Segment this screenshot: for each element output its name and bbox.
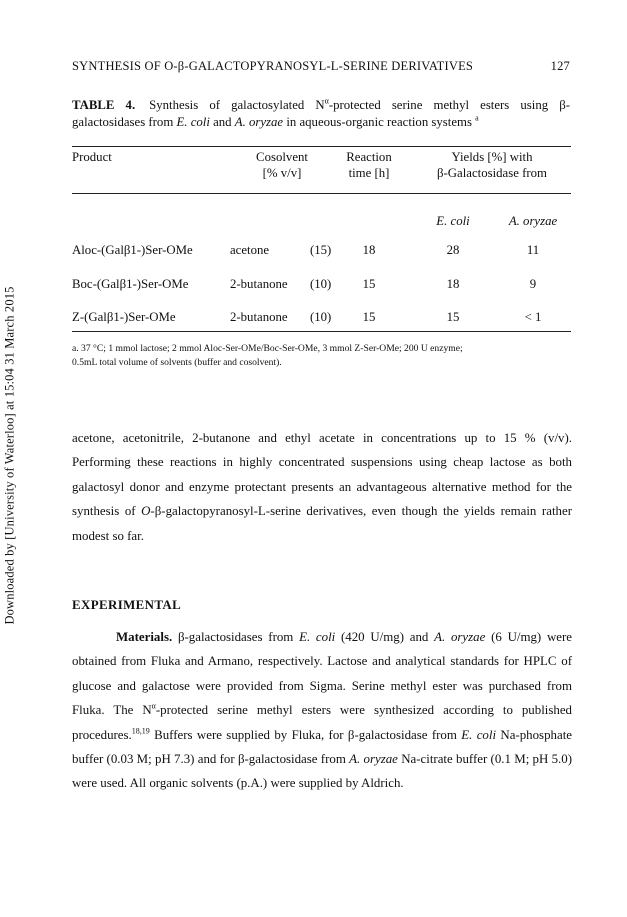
- table-caption: TABLE 4. Synthesis of galactosylated $N^\alpha$-protected serine methyl esters using β-galactosidases from E. coli and A. oryzae in aqueous-organic reaction systems $^a$: [72, 96, 570, 129]
- section-heading: EXPERIMENTAL: [72, 598, 182, 612]
- row-solvent: acetone: [230, 243, 270, 257]
- row-pct: (15): [310, 243, 332, 257]
- running-head-title: SYNTHESIS OF O-β-GALACTOPYRANOSYL-L-SERINE DERIVATIVES: [72, 59, 474, 73]
- table-bottom-rule: [72, 331, 571, 332]
- row-product: Z-(Galβ1-)Ser-OMe: [72, 310, 176, 324]
- row-aoryzae-yield: 11: [526, 243, 540, 257]
- header-cosolvent: Cosolvent: [256, 150, 308, 164]
- row-product: Aloc-(Galβ1-)Ser-OMe: [72, 243, 193, 257]
- row-aoryzae-yield: 9: [529, 277, 537, 291]
- row-solvent: 2-butanone: [230, 277, 288, 291]
- header-aoryzae: A. oryzae: [508, 214, 558, 228]
- header-reaction: Reaction: [346, 150, 392, 164]
- body-paragraph-1: acetone, acetonitrile, 2-butanone and ethyl acetate in concentrations up to 15 % (v/v). Performing these reactions in highly concentrated suspensions using cheap lactose as both galactosyl donor and enzyme protectant presents an advantageous alternative method for the synthesis of O-β-galactopyranosyl-L-serine derivatives, even though the yields remain rather modest so far.: [72, 431, 572, 543]
- row-ecoli-yield: 28: [446, 243, 460, 257]
- table-footnote: a. 37 °C; 1 mmol lactose; 2 mmol Aloc-Ser-OMe/Boc-Ser-OMe, 3 mmol Z-Ser-OMe; 200 U enzyme; 0.5mL total volume of solvents (buffer and cosolvent).: [72, 343, 463, 368]
- header-reaction-unit: time [h]: [348, 166, 390, 180]
- row-time: 15: [362, 277, 376, 291]
- row-aoryzae-yield: < 1: [524, 310, 542, 324]
- row-time: 15: [362, 310, 376, 324]
- header-ecoli: E. coli: [436, 214, 470, 228]
- table-top-rule: [72, 146, 571, 147]
- header-cosolvent-unit: [% v/v]: [262, 166, 302, 180]
- header-product: Product: [72, 150, 112, 164]
- table-label: TABLE 4.: [72, 98, 136, 112]
- row-ecoli-yield: 15: [446, 310, 460, 324]
- header-galactosidase: β-Galactosidase from: [437, 166, 547, 180]
- header-yields: Yields [%] with: [451, 150, 533, 164]
- row-solvent: 2-butanone: [230, 310, 288, 324]
- row-pct: (10): [310, 277, 332, 291]
- row-pct: (10): [310, 310, 332, 324]
- body-paragraph-materials: Materials. β-galactosidases from E. coli (420 U/mg) and A. oryzae (6 U/mg) were obtained from Fluka and Armano, respectively. Lactose and analytical standards for HPLC of glucose and galactose were provided from Sigma. Serine methyl ester was purchased from Fluka. The $N^\alpha$-protected serine methyl esters were synthesized according to published procedures.$^{18,19}$ Buffers were supplied by Fluka, for β-galactosidase from E. coli Na-phosphate buffer (0.03 M; pH 7.3) and for β-galactosidase from A. oryzae Na-citrate buffer (0.1 M; pH 5.0) were used. All organic solvents (p.A.) were supplied by Aldrich.: [72, 630, 573, 791]
- row-time: 18: [362, 243, 376, 257]
- running-head: [72, 59, 570, 74]
- download-watermark: Downloaded by [University of Waterloo] at 15:04 31 March 2015: [2, 285, 17, 625]
- table-header-rule: [72, 193, 571, 194]
- row-ecoli-yield: 18: [446, 277, 460, 291]
- page-number: 127: [550, 59, 570, 73]
- run-in-heading: Materials.: [116, 630, 173, 644]
- row-product: Boc-(Galβ1-)Ser-OMe: [72, 277, 189, 291]
